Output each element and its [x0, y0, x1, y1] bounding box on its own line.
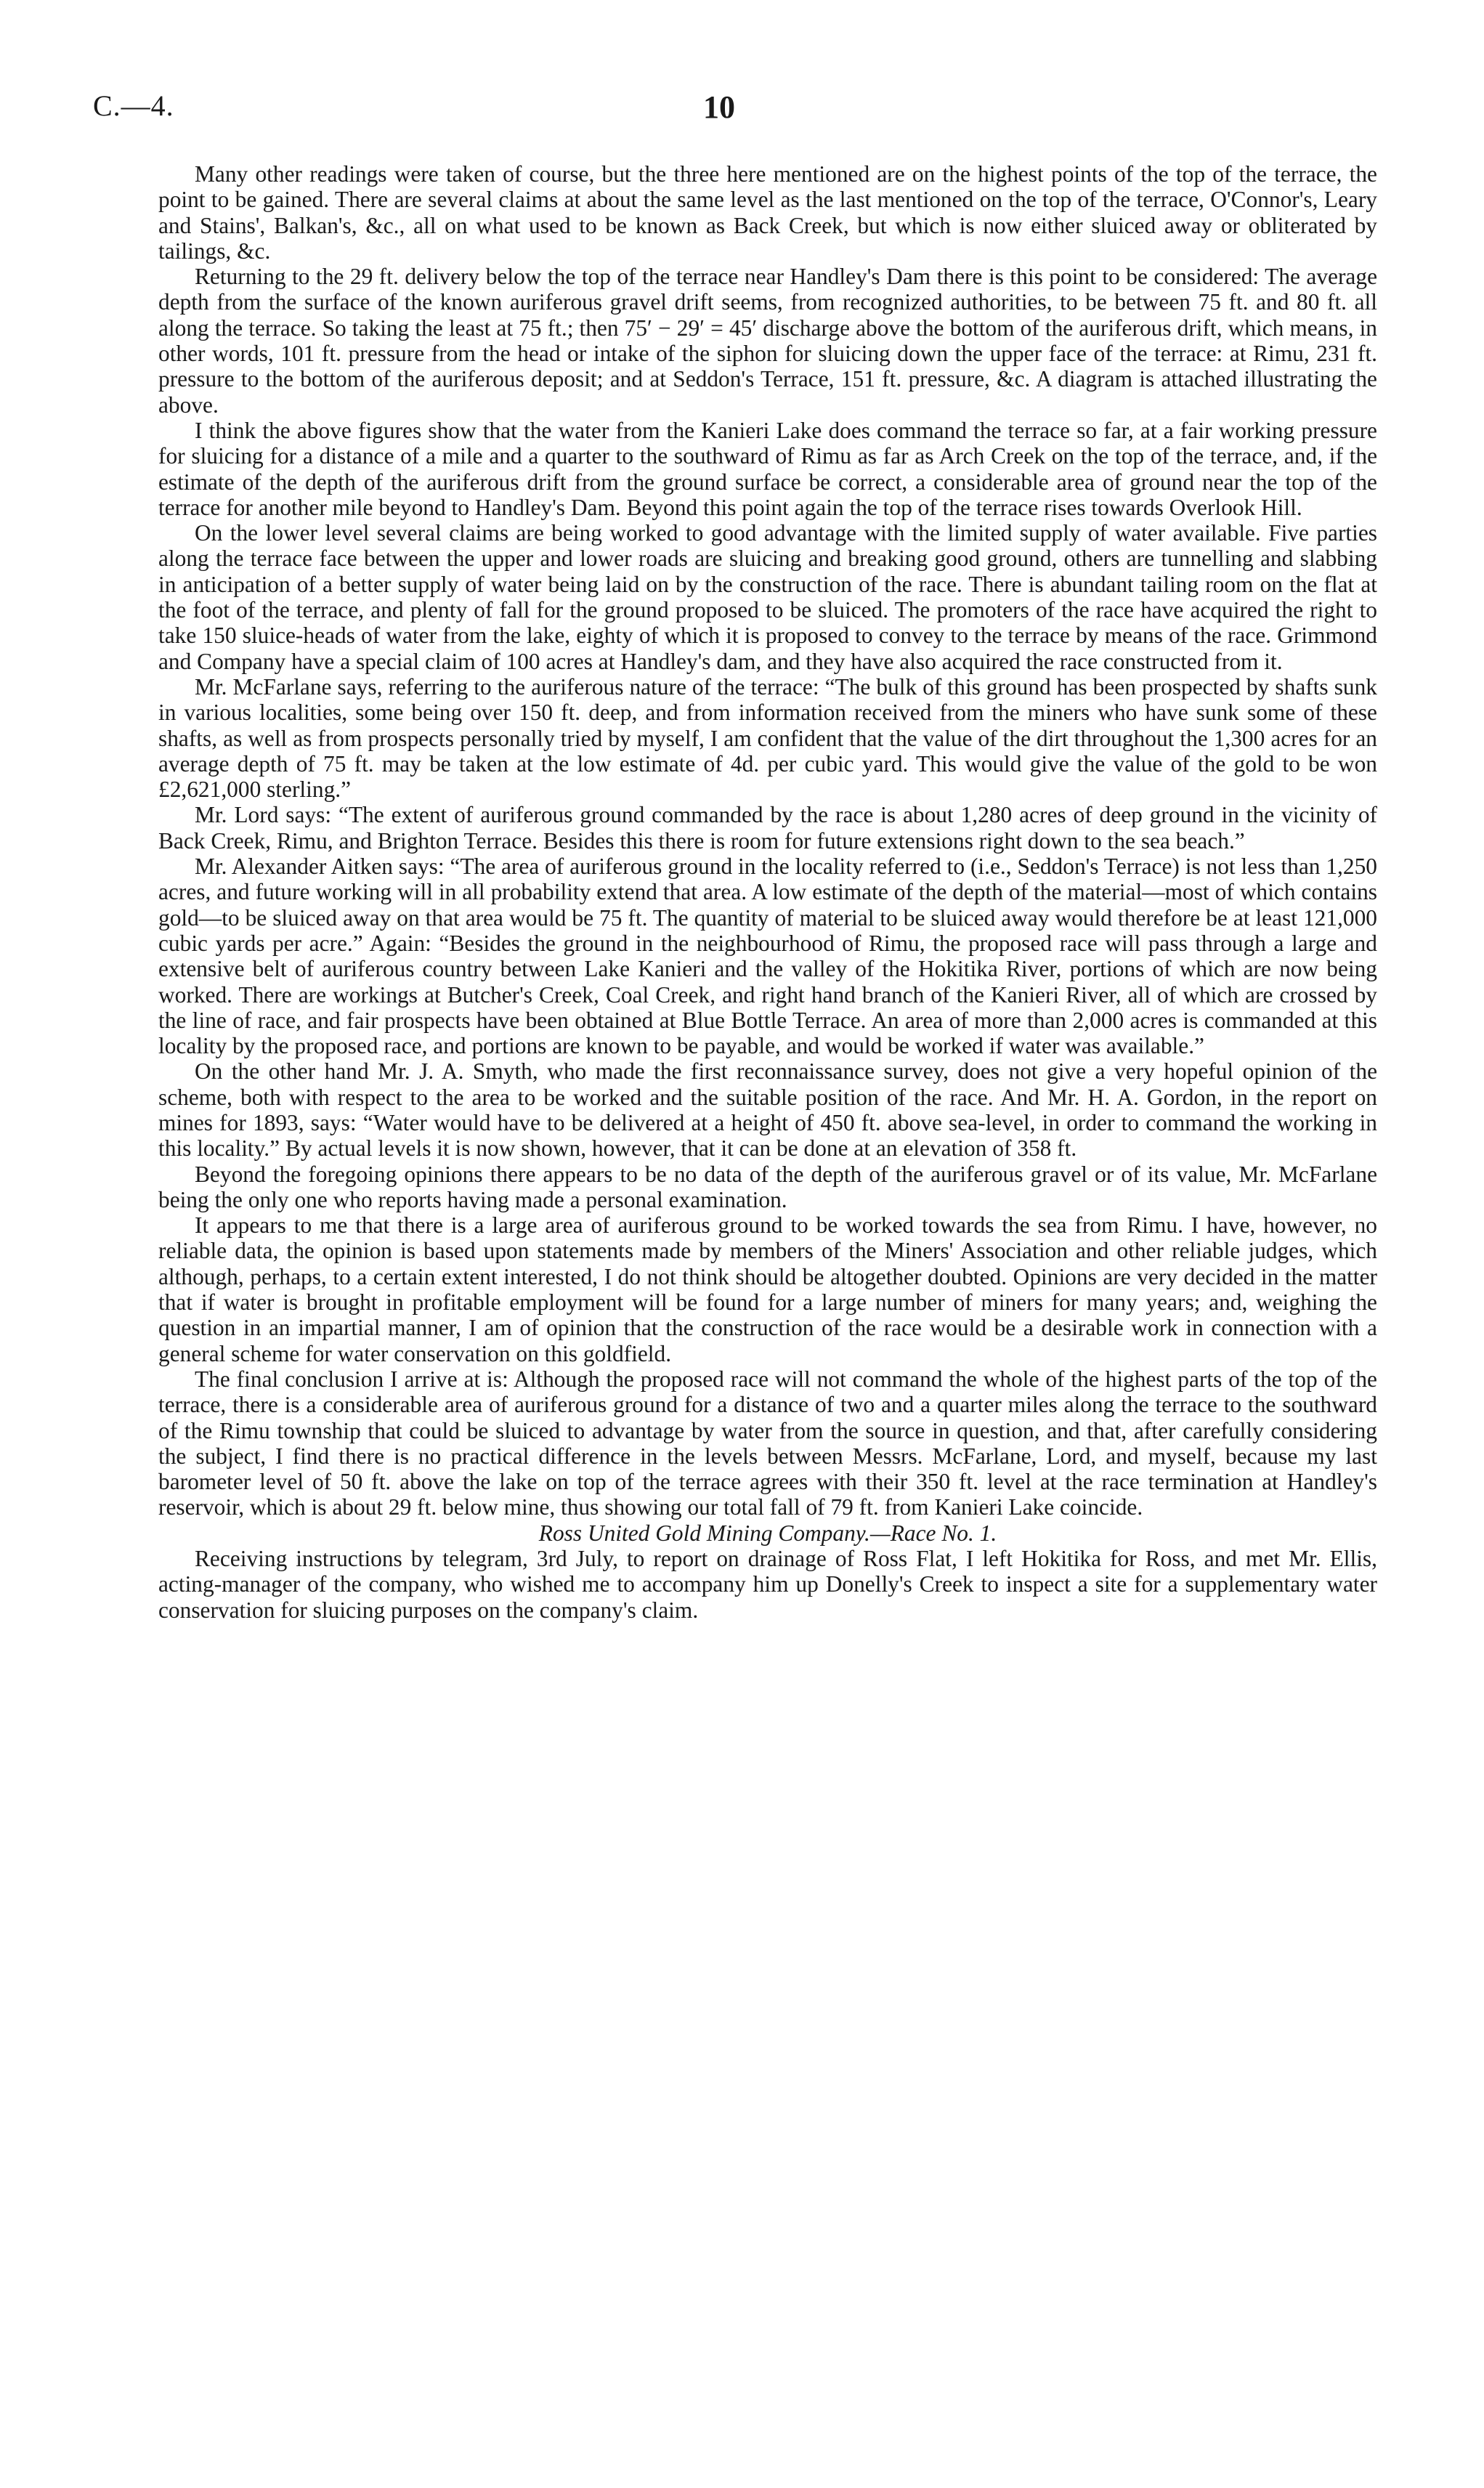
paragraph: On the other hand Mr. J. A. Smyth, who made the first reconnaissance survey, does not give a very hopeful opinion of the scheme, both with respect to the area to be worked and the suitable position of the race. And Mr. H. A. Gordon, in the report on mines for 1893, says: “Water would have to be delivered at a height of 450 ft. above sea-level, in order to command the working in this locality.” By actual levels it is now shown, however, that it can be done at an elevation of 358 ft. [158, 1058, 1377, 1162]
paragraph: On the lower level several claims are being worked to good advantage with the limited supply of water available. Five parties along the terrace face between the upper and lower roads are sluicing and breaking good ground, others are tunnelling and slabbing in anticipation of a better supply of water being laid on by the construction of the race. There is abundant tailing room on the flat at the foot of the terrace, and plenty of fall for the ground proposed to be sluiced. The promoters of the race have acquired the right to take 150 sluice-heads of water from the lake, eighty of which it is proposed to convey to the terrace by means of the race. Grimmond and Company have a special claim of 100 acres at Handley's dam, and they have also acquired the race constructed from it. [158, 520, 1377, 674]
paragraph: Beyond the foregoing opinions there appears to be no data of the depth of the auriferous gravel or of its value, Mr. McFarlane being the only one who reports having made a personal examination. [158, 1161, 1377, 1212]
paragraph: Mr. Lord says: “The extent of auriferous ground commanded by the race is about 1,280 acres of deep ground in the vicinity of Back Creek, Rimu, and Brighton Terrace. Besides this there is room for future extensions right down to the sea beach.” [158, 802, 1377, 854]
paragraph: Returning to the 29 ft. delivery below the top of the terrace near Handley's Dam there is this point to be considered: The average depth from the surface of the known auriferous gravel drift seems, from recognized authorities, to be between 75 ft. and 80 ft. all along the terrace. So taking the least at 75 ft.; then 75′ − 29′ = 45′ discharge above the bottom of the auriferous drift, which means, in other words, 101 ft. pressure from the head or intake of the siphon for sluicing down the upper face of the terrace: at Rimu, 231 ft. pressure to the bottom of the auriferous deposit; and at Seddon's Terrace, 151 ft. pressure, &c. A diagram is attached illustrating the above. [158, 264, 1377, 418]
paragraph: Mr. McFarlane says, referring to the auriferous nature of the terrace: “The bulk of this ground has been prospected by shafts sunk in various localities, some being over 150 ft. deep, and from information received from the miners who have sunk some of these shafts, as well as from prospects personally tried by myself, I am confident that the value of the dirt throughout the 1,300 acres for an average depth of 75 ft. may be taken at the low estimate of 4d. per cubic yard. This would give the value of the gold to be won £2,621,000 sterling.” [158, 673, 1377, 803]
document-reference: C.—4. [93, 89, 174, 122]
paragraph: I think the above figures show that the water from the Kanieri Lake does command the terrace so far, at a fair working pressure for sluicing for a distance of a mile and a quarter to the southward of Rimu as far as Arch Creek on the top of the terrace, and, if the estimate of the depth of the auriferous drift from the ground surface be correct, a considerable area of ground near the top of the terrace for another mile beyond to Handley's Dam. Beyond this point again the top of the terrace rises towards Overlook Hill. [158, 417, 1377, 520]
paragraph: Receiving instructions by telegram, 3rd July, to report on drainage of Ross Flat, I left Hokitika for Ross, and met Mr. Ellis, acting-manager of the company, who wished me to accompany him up Donelly's Creek to inspect a site for a supplementary water conservation for sluicing purposes on the company's claim. [158, 1546, 1377, 1623]
paragraph: The final conclusion I arrive at is: Although the proposed race will not command the whole of the highest parts of the top of the terrace, there is a considerable area of auriferous ground for a distance of two and a quarter miles along the terrace to the southward of the Rimu township that could be sluiced to advantage by water from the source in question, and that, after carefully considering the subject, I find there is no practical difference in the levels between Messrs. McFarlane, Lord, and myself, because my last barometer level of 50 ft. above the lake on top of the terrace agrees with their 350 ft. level at the race termination at Handley's reservoir, which is about 29 ft. below mine, thus showing our total fall of 79 ft. from Kanieri Lake coincide. [158, 1366, 1377, 1520]
paragraph: Many other readings were taken of course, but the three here mentioned are on the highest points of the top of the terrace, the point to be gained. There are several claims at about the same level as the last mentioned on the top of the terrace, O'Connor's, Leary and Stains', Balkan's, &c., all on what used to be known as Back Creek, but which is now either sluiced away or obliterated by tailings, &c. [158, 161, 1377, 264]
body-text [158, 161, 1377, 1623]
section-heading: Ross United Gold Mining Company.—Race No. 1. [538, 1520, 997, 1546]
paragraph: Mr. Alexander Aitken says: “The area of auriferous ground in the locality referred to (i.e., Seddon's Terrace) is not less than 1,250 acres, and future working will in all probability extend that area. A low estimate of the depth of the material—most of which contains gold—to be sluiced away on that area would be 75 ft. The quantity of material to be sluiced away would therefore be at least 121,000 cubic yards per acre.” Again: “Besides the ground in the neighbourhood of Rimu, the proposed race will pass through a large and extensive belt of auriferous country between Lake Kanieri and the valley of the Hokitika River, portions of which are now being worked. There are workings at Butcher's Creek, Coal Creek, and right hand branch of the Kanieri River, all of which are crossed by the line of race, and fair prospects have been obtained at Blue Bottle Terrace. An area of more than 2,000 acres is commanded at this locality by the proposed race, and portions are known to be payable, and would be worked if water was available.” [158, 854, 1377, 1059]
paragraph: It appears to me that there is a large area of auriferous ground to be worked towards the sea from Rimu. I have, however, no reliable data, the opinion is based upon statements made by members of the Miners' Association and other reliable judges, which although, perhaps, to a certain extent interested, I do not think should be altogether doubted. Opinions are very decided in the matter that if water is brought in profitable employment will be found for a large number of miners for many years; and, weighing the question in an impartial manner, I am of opinion that the construction of the race would be a desirable work in connection with a general scheme for water conservation on this goldfield. [158, 1212, 1377, 1366]
page-header [93, 89, 1371, 132]
page-number: 10 [703, 89, 735, 125]
